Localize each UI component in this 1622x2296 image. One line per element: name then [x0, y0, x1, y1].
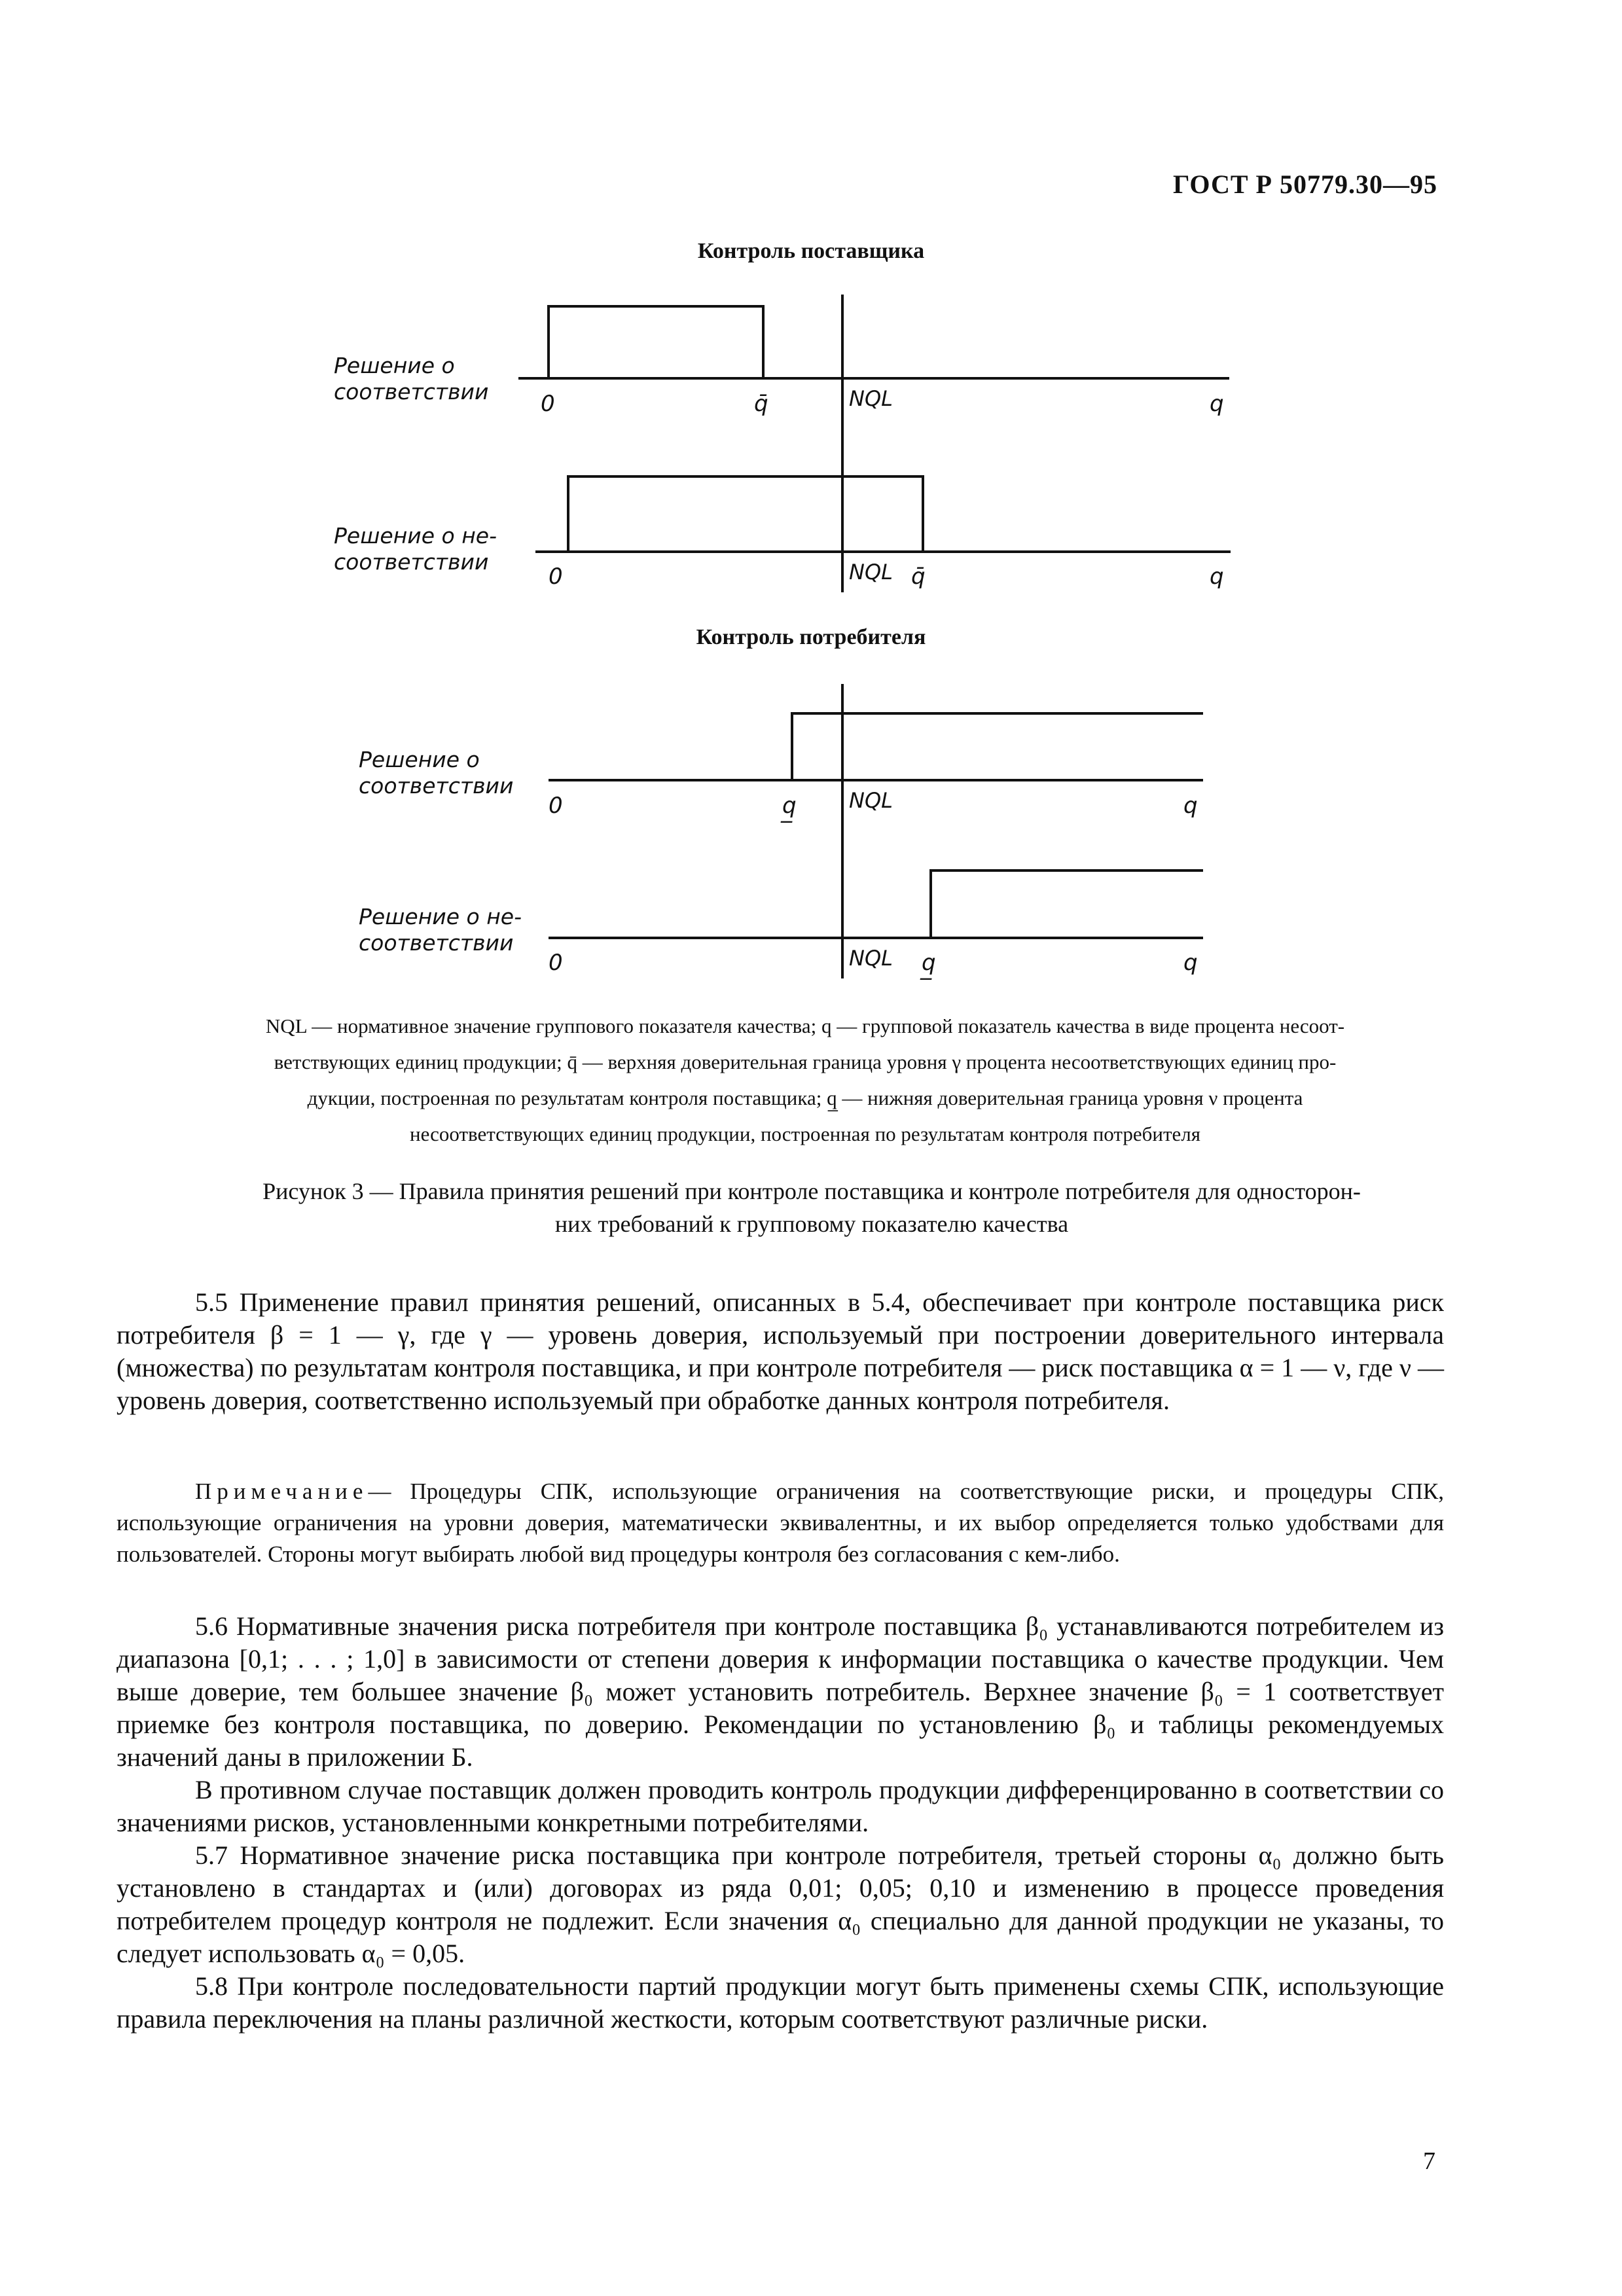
nql-label-4: NQL: [849, 946, 893, 971]
figure-legend: [151, 1008, 1460, 1152]
caption-line: них требований к групповому показателю качества: [554, 1211, 1069, 1237]
sections-5-6-to-5-8: [117, 1610, 1444, 2036]
document-code: ГОСТ Р 50779.30—95: [1172, 170, 1437, 199]
nonconformity-step-consumer: [931, 870, 1203, 938]
page-number: 7: [1423, 2147, 1435, 2175]
paragraph-5-6: 5.6 Нормативные значения риска потребителя при контроле поставщика β₀ устанавливаются потребителем из диапазона [0,1; . . . ; 1,0] в зависимости от степени доверия к информации поставщика о качестве продукции. Чем выше доверие, тем большее значение β₀ может установить потребитель. Верхнее значение β₀ = 1 соответствует приемке без контроля поставщика, по доверию. Рекомендации по установлению β₀ и таблицы рекомендуемых значений даны в приложении Б.: [117, 1611, 1444, 1772]
q-label-2: q: [1210, 564, 1224, 590]
zero-label-4: 0: [549, 950, 563, 976]
paragraph-5-7: 5.7 Нормативное значение риска поставщика при контроле потребителя, третьей стороны α₀ должно быть установлено в стандартах и (или) договорах из ряда 0,01; 0,05; 0,10 и изменению в процессе проведения потребителем процедур контроля не подлежит. Если значения α₀ специально для данной продукции не указаны, то следует использовать α₀ = 0,05.: [117, 1840, 1444, 1968]
label-conformity-1b: соответствии: [334, 379, 489, 404]
legend-line: NQL — нормативное значение группового показателя качества; q — групповой показатель качества в виде процента несоот-: [265, 1014, 1345, 1037]
zero-label-1: 0: [541, 391, 555, 417]
note-label: Примечание: [195, 1479, 369, 1504]
q-label-4: q: [1183, 950, 1198, 976]
q-upper-label-1: q̄: [754, 391, 768, 417]
nonconformity-pulse-supplier: [568, 476, 923, 552]
legend-line: несоответствующих единиц продукции, построенная по результатам контроля потребителя: [410, 1122, 1200, 1145]
decision-rules-figure: [0, 0, 1622, 1008]
nql-label-3: NQL: [849, 788, 893, 813]
label-nonconformity-2b: соответствии: [334, 549, 489, 575]
q-upper-label-2: q̄: [911, 564, 926, 590]
paragraph-5-6-continued: В противном случае поставщик должен проводить контроль продукции дифференцированно в соответствии со значениями рисков, установленными конкретными потребителями.: [117, 1775, 1444, 1837]
zero-label-3: 0: [549, 793, 563, 819]
label-conformity-3b: соответствии: [359, 773, 514, 798]
paragraph-5-8: 5.8 При контроле последовательности партий продукции могут быть применены схемы СПК, использующие правила переключения на планы различной жесткости, которым соответствуют различные риски.: [117, 1971, 1444, 2034]
consumer-control-title: Контроль потребителя: [696, 625, 926, 649]
paragraph-5-5: 5.5 Применение правил принятия решений, описанных в 5.4, обеспечивает при контроле поставщика риск потребителя β = 1 — γ, где γ — уровень доверия, используемый при построении доверительного интервала (множества) по результатам контроля поставщика, и при контроле потребителя — риск поставщика α = 1 — ν, где ν — уровень доверия, соответственно используемый при обработке данных контроля потребителя.: [117, 1287, 1444, 1415]
section-5-5: [117, 1286, 1444, 1417]
note-text: — Процедуры СПК, использующие ограничения на соответствующие риски, и процедуры СПК, использующие ограничения на уровни доверия, математически эквивалентны, и их выбор определяется только удобствами для пользователей. Стороны могут выбирать любой вид процедуры контроля без согласования с кем-либо.: [117, 1479, 1444, 1567]
figure-caption: [111, 1175, 1512, 1240]
conformity-step-consumer: [792, 713, 1203, 780]
label-nonconformity-4b: соответствии: [359, 930, 514, 956]
label-nonconformity-2a: Решение о не-: [334, 523, 497, 548]
supplier-control-title: Контроль поставщика: [697, 239, 925, 263]
q-lower-label-4: q̲: [922, 950, 936, 976]
q-lower-label-3: q̲: [782, 793, 797, 819]
label-nonconformity-4a: Решение о не-: [359, 904, 522, 929]
zero-label-2: 0: [549, 564, 563, 590]
conformity-pulse-supplier: [549, 306, 763, 378]
label-conformity-1a: Решение о: [334, 353, 455, 378]
label-conformity-3a: Решение о: [359, 747, 480, 772]
q-label-1: q: [1210, 391, 1224, 417]
legend-line: ветствующих единиц продукции; q̄ — верхняя доверительная граница уровня γ процента несоответствующих единиц про-: [274, 1050, 1337, 1073]
nql-label-1: NQL: [849, 386, 893, 411]
q-label-3: q: [1183, 793, 1198, 819]
note-block: [117, 1476, 1444, 1570]
nql-label-2: NQL: [849, 560, 893, 584]
legend-line: дукции, построенная по результатам контроля поставщика; q̲ — нижняя доверительная граница уровня ν процента: [307, 1086, 1303, 1109]
caption-line: Рисунок 3 — Правила принятия решений при контроле поставщика и контроле потребителя для односторон-: [262, 1178, 1361, 1204]
